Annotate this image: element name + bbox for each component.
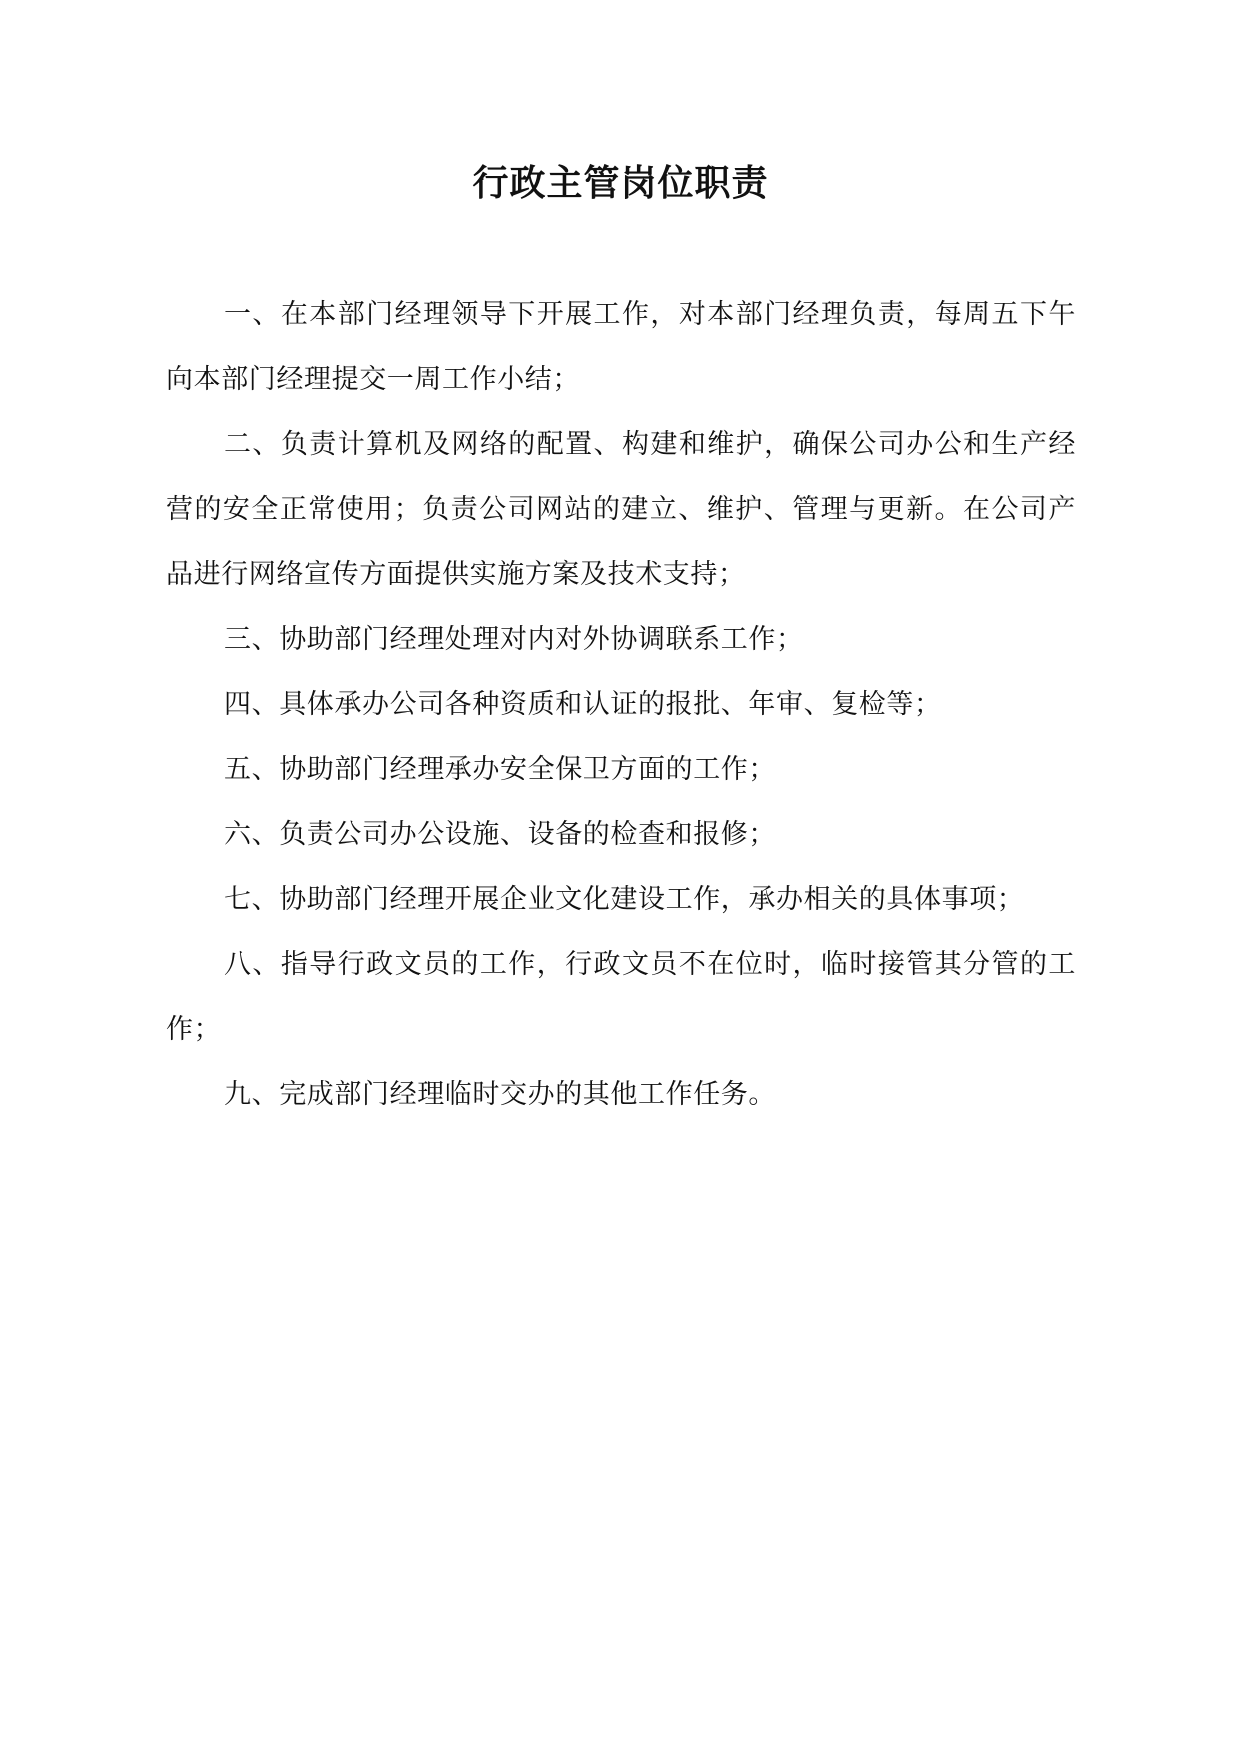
document-title: 行政主管岗位职责 [472,162,769,204]
duty-item-8: 八、指导行政文员的工作，行政文员不在位时，临时接管其分管的工作； [166,949,1076,1045]
duty-item-2: 二、负责计算机及网络的配置、构建和维护，确保公司办公和生产经营的安全正常使用；负责公司网站的建立、维护、管理与更新。在公司产品进行网络宣传方面提供实施方案及技术支持； [166,429,1076,590]
duty-item-5: 五、协助部门经理承办安全保卫方面的工作； [224,754,776,785]
duty-item-6: 六、负责公司办公设施、设备的检查和报修； [224,819,776,850]
duty-item-7: 七、协助部门经理开展企业文化建设工作，承办相关的具体事项； [224,884,1025,915]
document-body [166,282,1076,1127]
duty-item-3: 三、协助部门经理处理对内对外协调联系工作； [224,624,804,655]
duty-item-4: 四、具体承办公司各种资质和认证的报批、年审、复检等； [224,689,942,720]
duty-item-9: 九、完成部门经理临时交办的其他工作任务。 [224,1079,776,1110]
duty-item-1: 一、在本部门经理领导下开展工作，对本部门经理负责，每周五下午向本部门经理提交一周工作小结； [166,299,1076,395]
